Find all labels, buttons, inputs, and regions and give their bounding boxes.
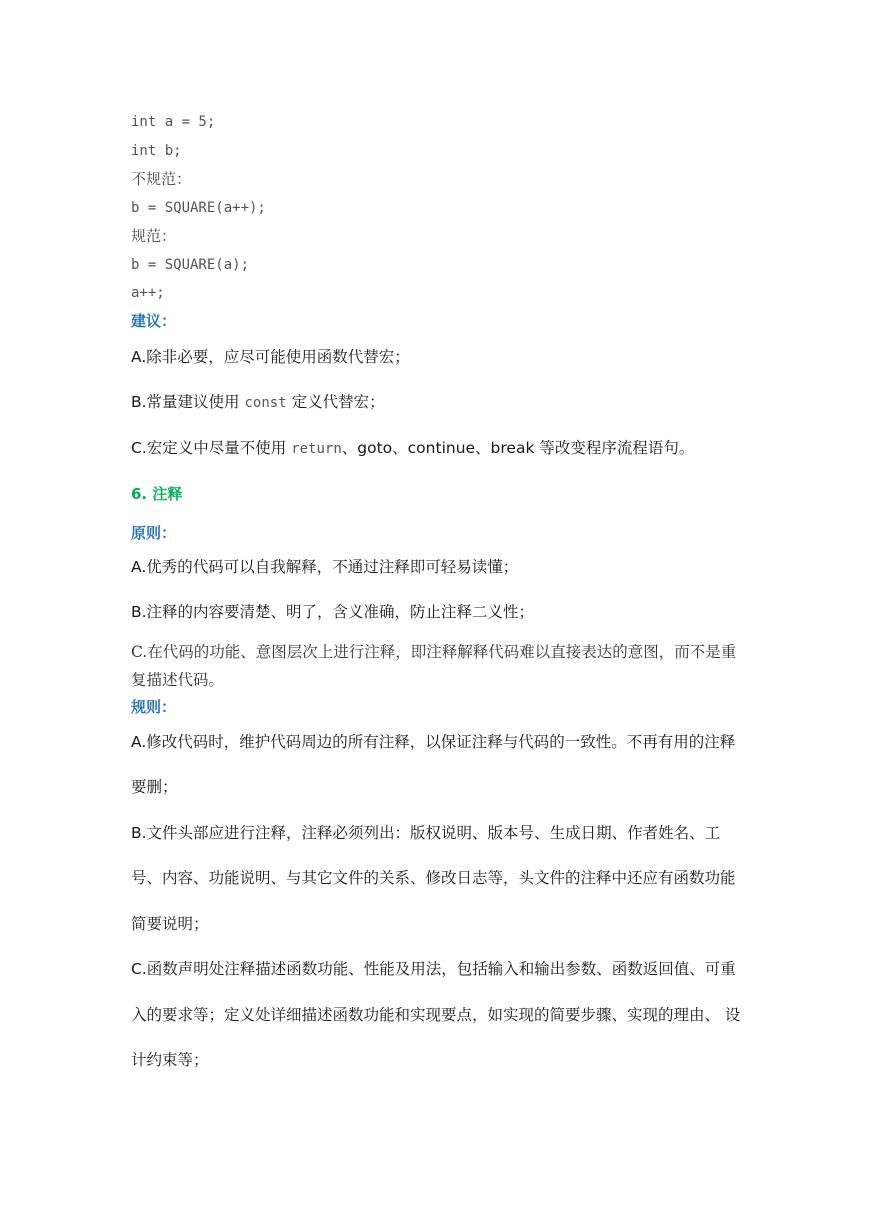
- code-line: b = SQUARE(a);: [131, 256, 250, 273]
- suggestion-b-text: B.常量建议使用: [131, 392, 240, 411]
- suggestion-b-text-end: 定义代替宏；: [291, 392, 385, 411]
- code-line: int a = 5;: [131, 114, 216, 130]
- suggestion-c-code: return: [291, 440, 342, 457]
- code-line: int b;: [131, 142, 182, 159]
- suggestion-a: A.除非必要，应尽可能使用函数代替宏；: [131, 347, 410, 366]
- suggestion-b-code: const: [244, 394, 287, 411]
- suggestion-c: [131, 437, 741, 460]
- suggestion-heading: 建议：: [131, 311, 177, 330]
- code-line: b = SQUARE(a++);: [131, 199, 266, 216]
- rule-c: C.函数声明处注释描述函数功能、性能及用法，包括输入和输出参数、函数返回值、可重入的要求等；定义处详细描述函数功能和实现要点，如实现的简要步骤、实现的理由、 设计约束等；: [131, 960, 741, 1069]
- principle-a: A.优秀的代码可以自我解释，不通过注释即可轻易读懂；: [131, 557, 519, 576]
- rule-a: A.修改代码时，维护代码周边的所有注释，以保证注释与代码的一致性。不再有用的注释要删；: [131, 732, 736, 796]
- principle-heading: 原则：: [131, 523, 177, 542]
- document-page: [131, 108, 741, 1084]
- section-title: 6. 注释: [131, 484, 183, 503]
- suggestion-c-text: C.宏定义中尽量不使用: [131, 438, 287, 457]
- principle-c: C.在代码的功能、意图层次上进行注释，即注释解释代码难以直接表达的意图，而不是重复描述代码。: [131, 642, 737, 689]
- rule-b: B.文件头部应进行注释，注释必须列出：版权说明、版本号、生成日期、作者姓名、工号、内容、功能说明、与其它文件的关系、修改日志等，头文件的注释中还应有函数功能简要说明；: [131, 823, 736, 933]
- rule-heading: 规则：: [131, 697, 177, 716]
- principle-b: B.注释的内容要清楚、明了，含义准确，防止注释二义性；: [131, 602, 535, 621]
- suggestion-c-text-end: 、goto、continue、break 等改变程序流程语句。: [341, 438, 695, 457]
- code-note: 不规范：: [131, 170, 192, 188]
- suggestion-b: [131, 391, 741, 414]
- code-note: 规范：: [131, 227, 177, 245]
- code-line: a++;: [131, 285, 165, 301]
